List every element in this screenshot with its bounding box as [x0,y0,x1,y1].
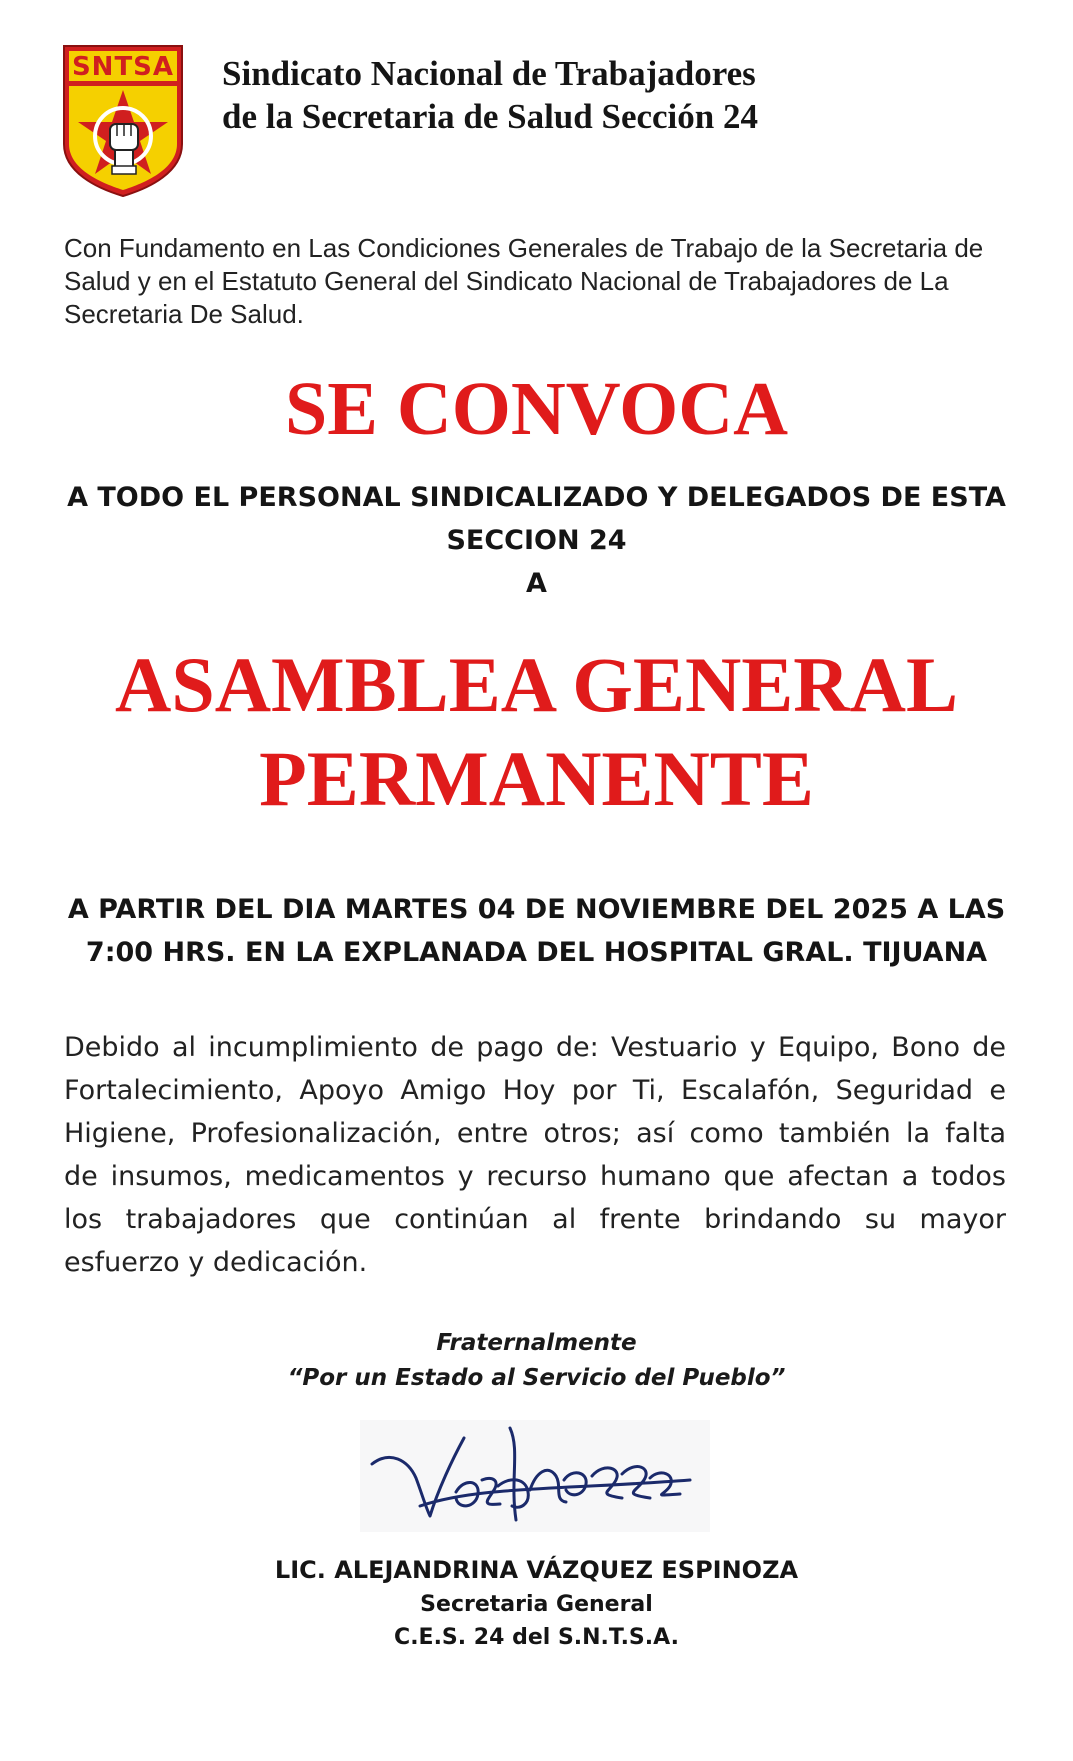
body-line: Debido al incumplimiento de pago de: Vestuario y Equipo, Bono de [64,1032,1006,1063]
body-line: de insumos, medicamentos y recurso humano que afectan a todos [64,1161,1006,1192]
addressees-line-2: SECCION 24 [446,525,627,556]
body-paragraph [64,1026,1006,1284]
addressees-block [60,476,1013,605]
organization-name-line-1: Sindicato Nacional de Trabajadores [222,54,756,93]
event-title-line-2: PERMANENTE [259,735,814,822]
event-details-line-1: A PARTIR DEL DIA MARTES 04 DE NOVIEMBRE DEL 2025 A LAS [67,894,1006,925]
body-line: los trabajadores que continúan al frente brindando su mayor [64,1204,1006,1235]
closing-motto: “Por un Estado al Servicio del Pueblo” [287,1365,786,1391]
event-details [60,888,1013,974]
event-title-line-1: ASAMBLEA GENERAL [115,641,958,728]
organization-name [222,52,1022,138]
signatory-organization: C.E.S. 24 del S.N.T.S.A. [394,1625,679,1650]
organization-name-line-2: de la Secretaria de Salud Sección 24 [222,97,758,136]
signatory-name: LIC. ALEJANDRINA VÁZQUEZ ESPINOZA [274,1556,799,1584]
signatory-role: Secretaria General [420,1592,653,1617]
handwritten-signature [360,1420,710,1532]
addressees-line-1: A TODO EL PERSONAL SINDICALIZADO Y DELEGADOS DE ESTA [67,482,1006,513]
body-line: esfuerzo y dedicación. [64,1247,368,1278]
body-line: Fortalecimiento, Apoyo Amigo Hoy por Ti, Escalafón, Seguridad e [64,1075,1006,1106]
event-title [0,638,1073,826]
body-line: Higiene, Profesionalización, entre otros; así como también la falta [64,1118,1006,1149]
sntsa-logo [60,40,186,198]
closing-salutation: Fraternalmente [436,1330,637,1356]
headline-se-convoca: SE CONVOCA [284,367,789,451]
svg-text:SNTSA: SNTSA [71,52,175,82]
addressees-line-3: A [526,568,547,599]
intro-paragraph: Con Fundamento en Las Condiciones Generales de Trabajo de la Secretaria de Salud y en el Estatuto General del Sindicato Nacional de Trabajadores de La Secretaria De Salud. [64,233,984,329]
event-details-line-2: 7:00 HRS. EN LA EXPLANADA DEL HOSPITAL GRAL. TIJUANA [85,937,988,968]
